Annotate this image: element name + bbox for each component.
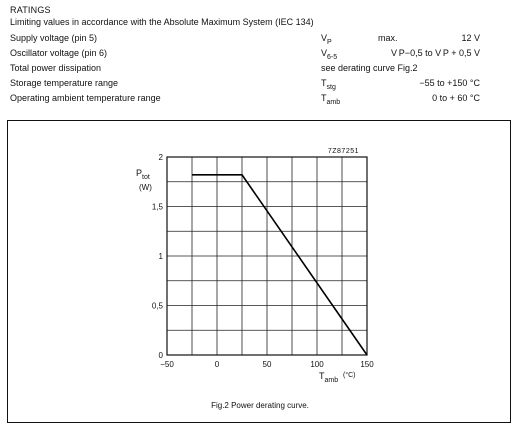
y-tick-label: 2 (158, 153, 163, 162)
x-tick-label: −50 (160, 360, 174, 369)
rating-symbol: $T_{stg}$ (321, 78, 336, 91)
x-tick-label: 150 (360, 360, 374, 369)
x-axis-label: $T_{amb}$ (319, 371, 339, 384)
ratings-row (10, 48, 480, 61)
figure-frame (7, 120, 511, 423)
figure-caption: Fig.2 Power derating curve. (211, 401, 309, 410)
rating-param: Operating ambient temperature range (10, 93, 161, 103)
rating-symbol: $V_P$ (321, 33, 332, 46)
ratings-row (10, 63, 480, 76)
rating-param: Oscillator voltage (pin 6) (10, 48, 108, 58)
rating-value: −55 to +150 °C (419, 78, 480, 88)
rating-param: Storage temperature range (10, 78, 119, 88)
x-axis-unit: (°C) (343, 372, 356, 379)
rating-value: 12 V (461, 33, 480, 43)
ratings-row (10, 33, 480, 46)
x-tick-label: 0 (214, 360, 220, 369)
chart-series (192, 175, 367, 355)
x-tick-label: 100 (310, 360, 324, 369)
ratings-row (10, 78, 480, 91)
y-axis-unit: (W) (139, 183, 152, 192)
ratings-heading: RATINGS (10, 5, 51, 15)
rating-symbol: $V_{6-5}$ (321, 48, 338, 61)
rating-value: 0 to + 60 °C (432, 93, 480, 103)
ratings-intro: Limiting values in accordance with the Absolute Maximum System (IEC 134) (10, 17, 314, 27)
x-tick-label: 50 (262, 360, 272, 369)
y-tick-label: 0 (158, 351, 163, 360)
ratings-row (10, 93, 480, 106)
y-tick-label: 0,5 (151, 301, 163, 311)
chart-grid (167, 157, 367, 355)
chart-tick-labels (152, 153, 374, 369)
y-tick-label: 1,5 (151, 202, 163, 212)
rating-qualifier: see derating curve Fig.2 (321, 63, 418, 73)
rating-param: Total power dissipation (10, 63, 102, 73)
y-tick-label: 1 (158, 252, 163, 261)
y-axis-label: $P_{tot}$ (136, 168, 150, 181)
derating-curve (192, 175, 367, 355)
derating-chart (8, 121, 510, 422)
rating-qualifier: max. (378, 33, 398, 43)
rating-symbol: $T_{amb}$ (321, 93, 341, 106)
rating-param: Supply voltage (pin 5) (10, 33, 98, 43)
figure-code: 7Z87251 (327, 148, 359, 155)
rating-value: V P−0,5 to V P + 0,5 V (391, 48, 480, 58)
